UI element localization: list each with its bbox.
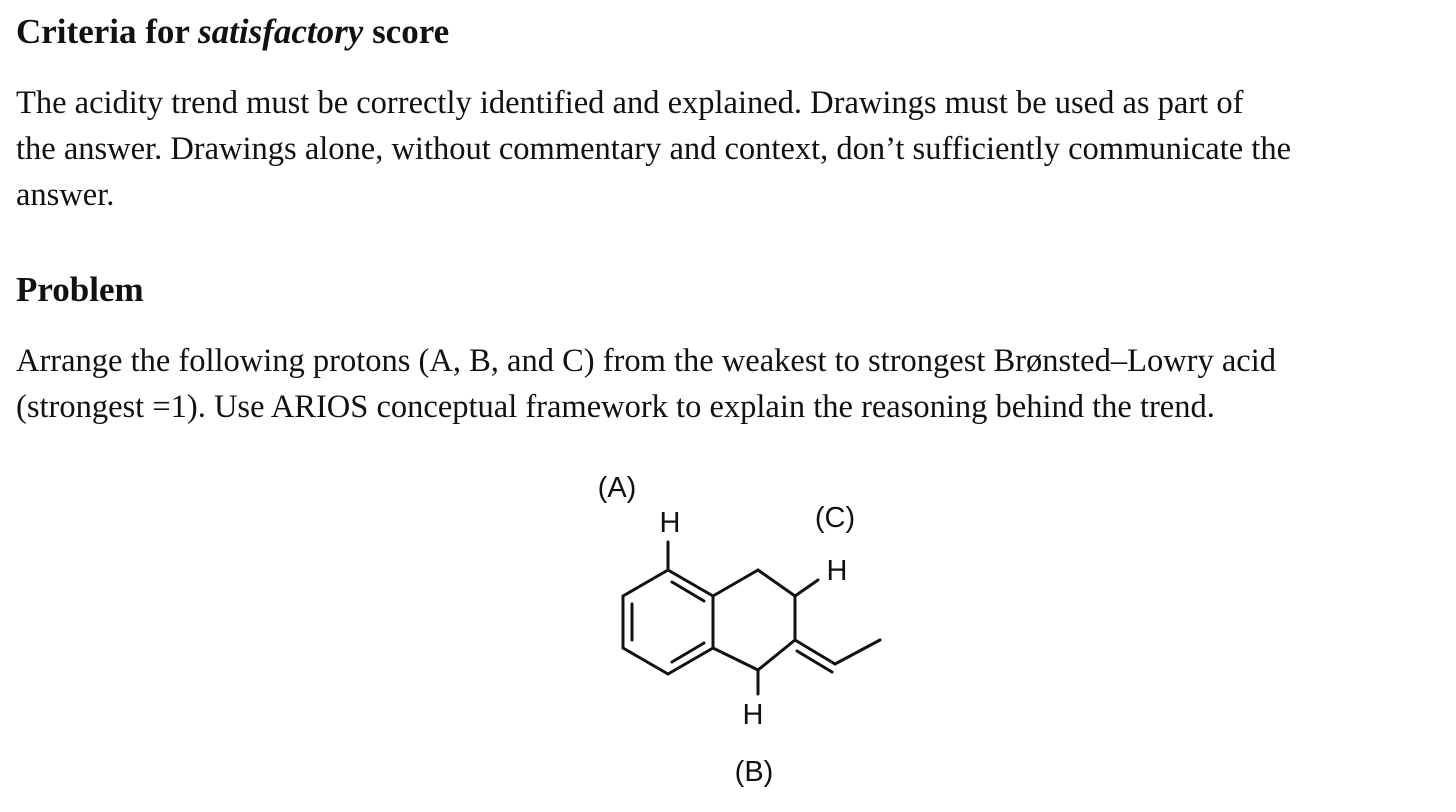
criteria-heading-emphasis: satisfactory (198, 12, 364, 51)
bond (758, 640, 795, 670)
bond (623, 648, 668, 674)
label-b: (B) (734, 756, 774, 788)
bond (835, 640, 880, 664)
exocyclic-double-bond-second (797, 651, 832, 672)
label-a: (A) (597, 472, 637, 504)
criteria-heading-prefix: Criteria for (16, 12, 199, 51)
criteria-heading (16, 14, 449, 49)
h-atom-a: H (659, 507, 681, 539)
problem-paragraph (16, 338, 1446, 430)
bond (713, 648, 758, 670)
double-bond-inner (672, 582, 704, 601)
bond (758, 570, 795, 596)
criteria-line: answer. (16, 177, 115, 213)
h-atom-c: H (826, 555, 848, 587)
molecule-structure (560, 460, 900, 800)
h-atom-b: H (742, 699, 764, 731)
criteria-paragraph (16, 80, 1446, 218)
criteria-line: the answer. Drawings alone, without commentary and context, don’t sufficiently communicate the (16, 131, 1291, 167)
h-bond-c (795, 580, 818, 596)
problem-line: (strongest =1). Use ARIOS conceptual framework to explain the reasoning behind the trend. (16, 389, 1215, 425)
problem-line: Arrange the following protons (A, B, and C) from the weakest to strongest Brønsted–Lowry acid (16, 343, 1277, 379)
problem-heading: Problem (16, 270, 144, 309)
double-bond-inner (672, 643, 704, 662)
criteria-line: The acidity trend must be correctly identified and explained. Drawings must be used as part of (16, 85, 1244, 121)
bond (623, 570, 668, 596)
label-c: (C) (814, 502, 856, 534)
criteria-heading-suffix: score (363, 12, 450, 51)
bond (713, 570, 758, 596)
